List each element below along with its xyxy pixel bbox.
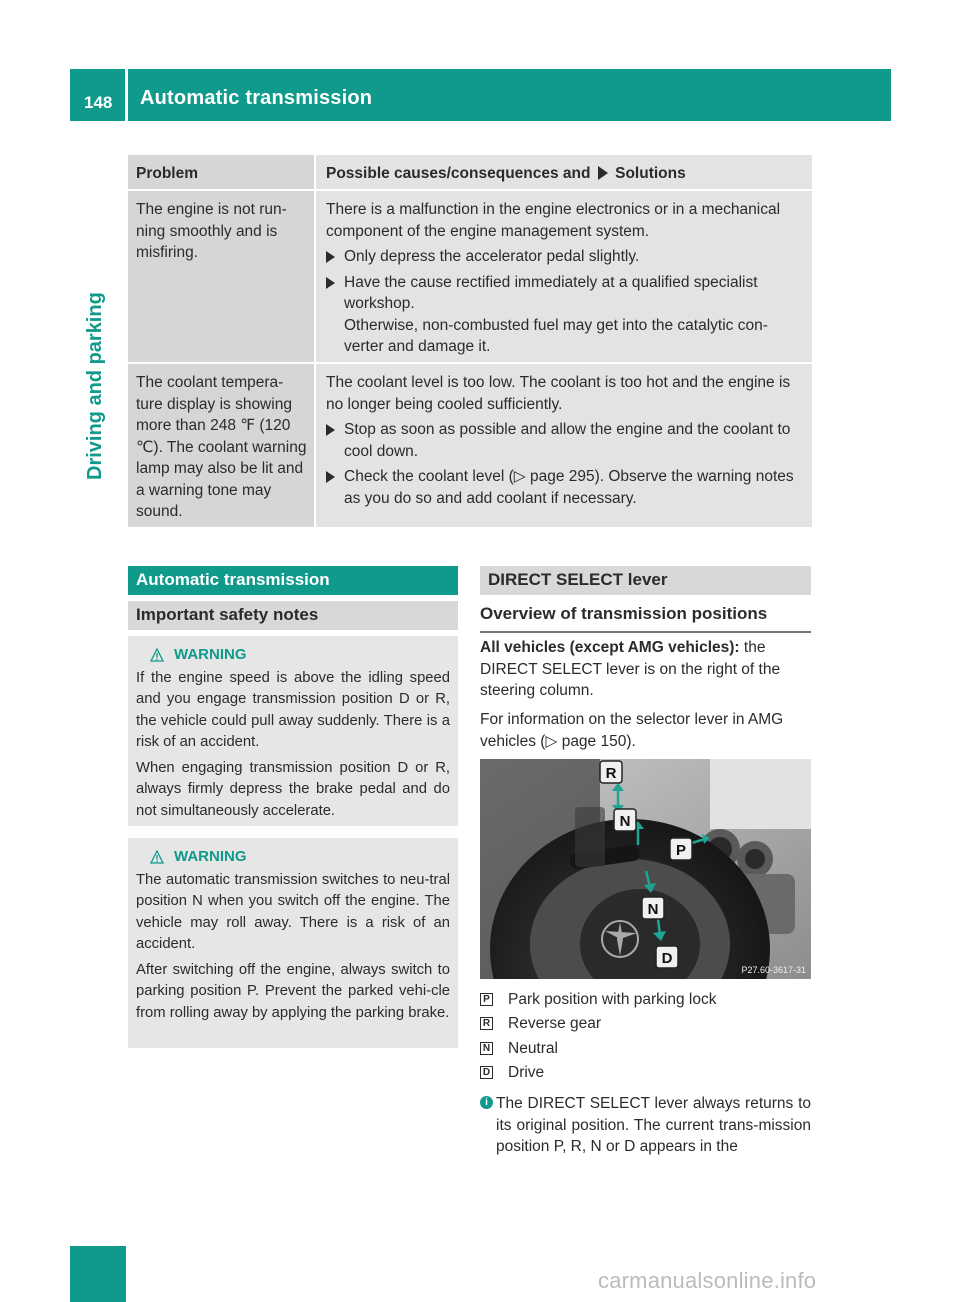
solution-step: [326, 246, 804, 268]
warning-box: [128, 838, 458, 1048]
steering-wheel-illustration: [480, 759, 811, 979]
list-item: [480, 1036, 811, 1061]
problem-cell: [128, 364, 314, 527]
image-code: P27.60-3617-31: [741, 965, 806, 975]
col-header-solutions-label: Solutions: [615, 165, 686, 182]
table-row: [128, 364, 812, 527]
problem-cell: [128, 191, 314, 362]
col-header-causes: Possible causes/consequences and: [326, 165, 591, 182]
warning-paragraph: When engaging transmission position D or R, always firmly depress the brake pedal and do not simultaneously accelerate.: [136, 759, 450, 819]
watermark: carmanualsonline.info: [598, 1268, 817, 1293]
amg-reference: For information on the selector lever in AMG vehicles (▷ page 150).: [480, 711, 784, 750]
section-heading: Overview of transmission positions: [480, 603, 811, 633]
legend-text: Drive: [508, 1064, 545, 1081]
marker-p: P: [675, 842, 687, 859]
warning-paragraph: After switching off the engine, always switch to parking position P. Prevent the parked vehi-cle from rolling away by applying the parking brake.: [136, 961, 450, 1021]
marker-d: D: [661, 950, 673, 967]
warning-paragraph: The automatic transmission switches to neu-tral position N when you switch off the engine. The vehicle may roll away. There is a risk of an accident.: [136, 871, 450, 952]
intro-rest: the DIRECT SELECT lever is on the right of the steering column.: [480, 639, 781, 699]
info-icon: i: [480, 1096, 493, 1109]
step-text: Stop as soon as possible and allow the engine and the coolant to cool down.: [344, 421, 791, 460]
arrow-right-icon: [598, 166, 608, 180]
legend-list: [480, 987, 811, 1085]
side-tab-label: Driving and parking: [84, 292, 106, 480]
info-text: The DIRECT SELECT lever always returns to its original position. The current trans-mission position P, R, N or D appears in the: [496, 1095, 811, 1155]
warning-triangle-icon: [150, 648, 164, 662]
marker-n2: N: [647, 901, 659, 918]
problem-text: The coolant tempera-ture display is showing more than 248 ℉ (120 ℃). The coolant warning lamp may also be lit and a warning tone may sound.: [136, 374, 307, 520]
table-header: [128, 155, 812, 189]
header-title: Automatic transmission: [140, 87, 373, 109]
warning-label: WARNING: [174, 848, 247, 865]
step-text: Check the coolant level (▷ page 295). Observe the warning notes as you do so and add coolant if necessary.: [344, 468, 794, 507]
page-number: 148: [84, 93, 113, 112]
side-tab: [84, 292, 115, 480]
step-text: Only depress the accelerator pedal slightly.: [344, 248, 640, 265]
solution-cell: [316, 191, 812, 362]
solution-cell: [316, 364, 812, 527]
legend-text: Park position with parking lock: [508, 990, 717, 1008]
arrow-right-icon: [326, 251, 335, 263]
marker-r: R: [605, 765, 617, 782]
col-header-problem: Problem: [128, 155, 314, 189]
list-item: [480, 1012, 811, 1037]
cause-text: The coolant level is too low. The coolant is too hot and the engine is no longer being cooled sufficiently.: [326, 374, 791, 413]
warning-label: WARNING: [174, 646, 247, 663]
selector-lever-photo: [480, 759, 811, 979]
key-p-icon: P: [480, 993, 493, 1006]
legend-text: Reverse gear: [508, 1015, 602, 1032]
list-item: [480, 987, 811, 1012]
key-n-icon: N: [480, 1042, 493, 1055]
list-item: [480, 1061, 811, 1086]
subsection-title: DIRECT SELECT lever: [480, 566, 811, 595]
col-header-solutions: [316, 155, 812, 189]
key-r-icon: R: [480, 1017, 493, 1030]
subsection-title: Important safety notes: [128, 601, 458, 630]
step-text: Have the cause rectified immediately at a qualified specialist workshop.: [344, 273, 758, 312]
key-d-icon: D: [480, 1066, 493, 1079]
solution-step: [326, 466, 804, 509]
problem-text: The engine is not run-ning smoothly and is misfiring.: [136, 201, 287, 261]
intro-paragraph: [480, 637, 811, 702]
step-continuation: Otherwise, non-combusted fuel may get into the catalytic con-verter and damage it.: [344, 316, 768, 355]
problem-table: [128, 155, 812, 527]
table-row: [128, 191, 812, 362]
arrow-right-icon: [326, 471, 335, 483]
header-divider: [125, 69, 128, 121]
cause-text: There is a malfunction in the engine electronics or in a mechanical component of the engine management system.: [326, 201, 781, 240]
warning-header: [150, 644, 450, 666]
warning-paragraph: If the engine speed is above the idling speed and you engage transmission position D or R, the vehicle could pull away suddenly. There is a risk of an accident.: [136, 669, 450, 750]
marker-n: N: [619, 813, 631, 830]
section-title: Automatic transmission: [128, 566, 458, 595]
info-note: [480, 1093, 811, 1158]
intro-bold: All vehicles (except AMG vehicles):: [480, 639, 740, 656]
arrow-right-icon: [326, 277, 335, 289]
warning-box: [128, 636, 458, 826]
arrow-right-icon: [326, 424, 335, 436]
legend-text: Neutral: [508, 1039, 558, 1057]
solution-step: [326, 419, 804, 462]
warning-triangle-icon: [150, 850, 164, 864]
warning-header: [150, 846, 450, 868]
solution-step: [326, 272, 804, 315]
side-tab-square: [70, 1246, 126, 1302]
